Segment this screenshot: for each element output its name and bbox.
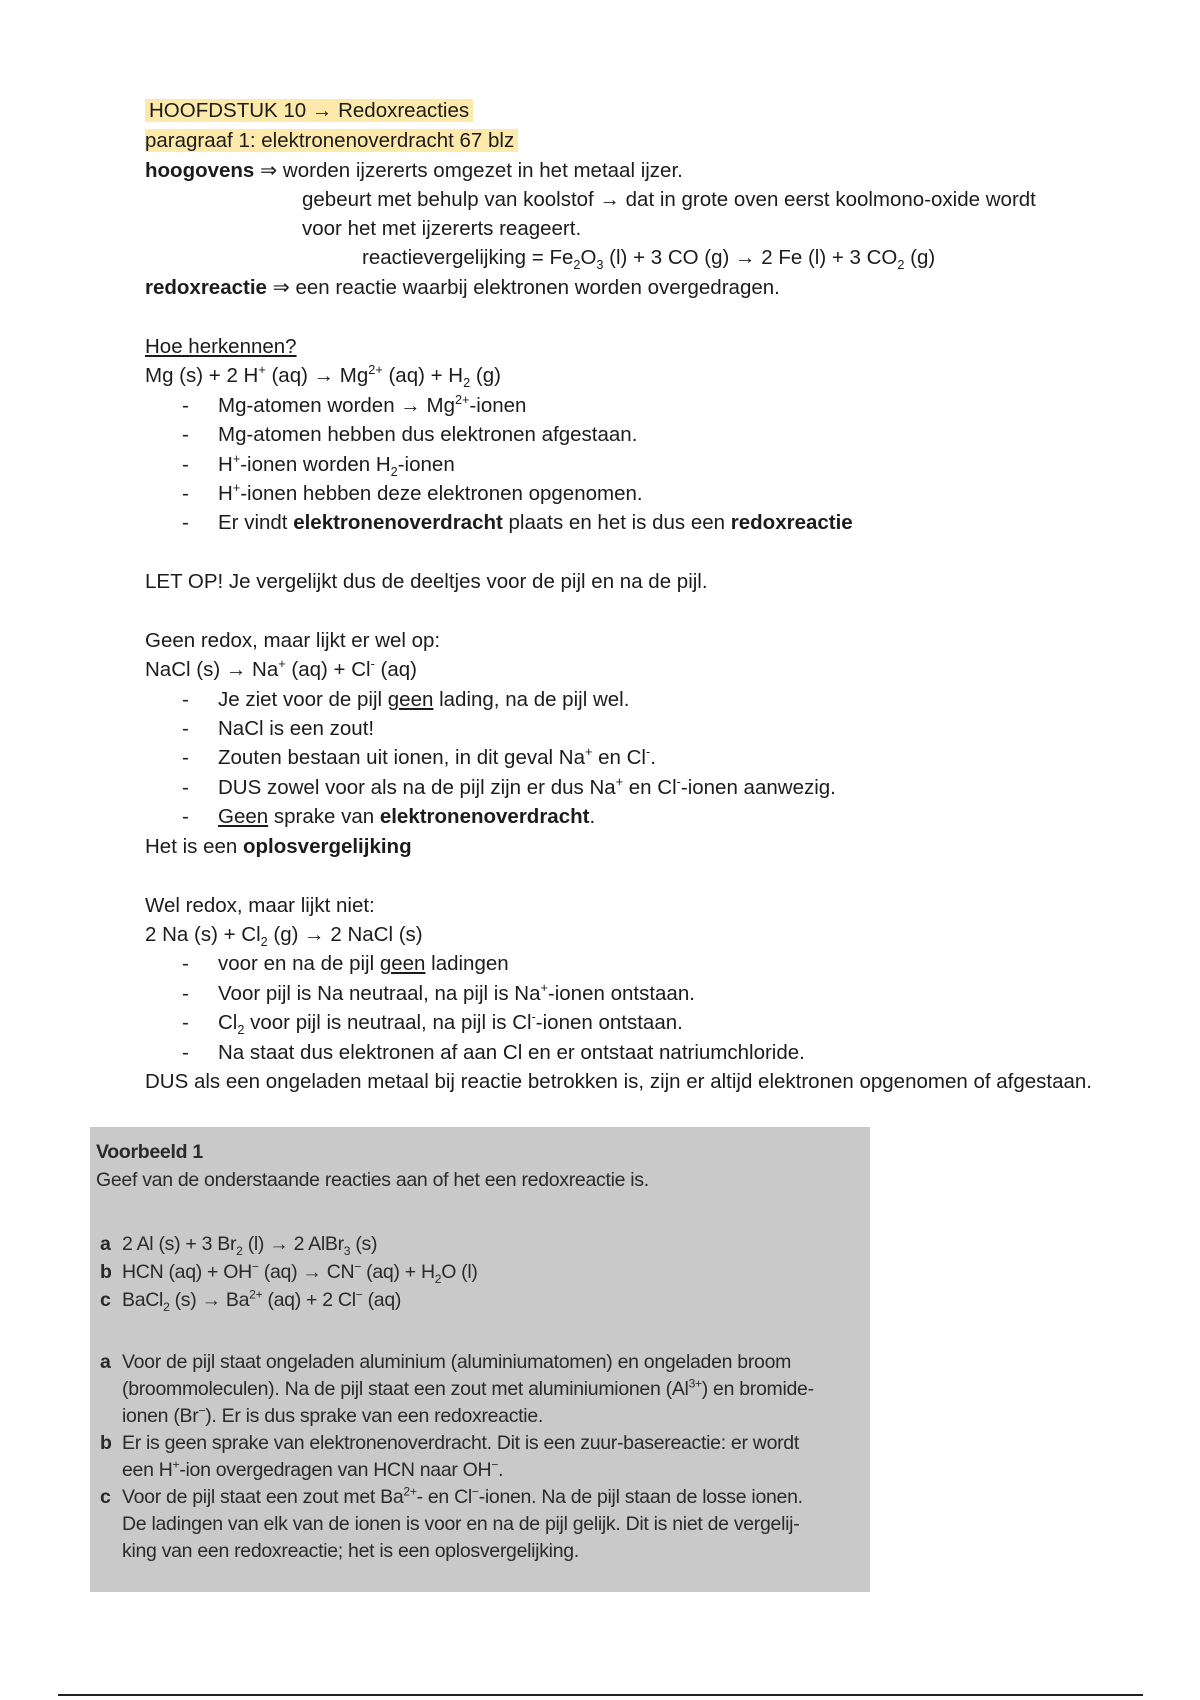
chapter-heading: HOOFDSTUK 10 → Redoxreacties [145,97,473,125]
example-title: Voorbeeld 1 [96,1141,203,1163]
nacl-equation: NaCl (s) → Na+ (aq) + Cl- (aq) [145,656,417,681]
hoogovens-definition: hoogovens ⇒ worden ijzererts omgezet in het metaal ijzer. [145,159,683,182]
example-box: Voorbeeld 1 Geef van de onderstaande reacties aan of het een redoxreactie is. a 2 Al (s) + 3 $Br_2$ (l) → 2 AlBr$_3$ (s) b HCN (aq) + OH− (aq) → CN− $(aq) + H_2O$ (l) c BaCl$_2$ $(s) \to Ba^{2+}$ (aq) + 2 Cl− (aq) a Voor de pijl staat ongeladen aluminium (aluminiumatomen) en ongeladen broom (broommoleculen). Na de pijl staat een zout met aluminiumionen $(Al^{3+})$ en bromide- ionen (Br−). Er is dus sprake van een redoxreactie. b Er is geen sprake van elektronenoverdracht. Dit is een zuur-basereactie: er wordt een H+-ion overgedragen van HCN naar OH−. c Voor de pijl staat een zout met $Ba^{2+}-$ en Cl−-ionen. Na de pijl staan de losse ionen. De ladingen van elk van de ionen is voor en na de pijl gelijk. Dit is niet de vergelij- king van een redoxreactie; het is een oplosvergelijking. [90,1127,870,1592]
yes-redox-heading: Wel redox, maar lijkt niet: [145,894,375,917]
paragraph-heading: paragraaf 1: elektronenoverdracht 67 blz [145,127,518,155]
hoogovens-line-3: voor het met ijzererts reageert. [302,217,582,240]
recognize-heading: Hoe herkennen? [145,335,297,358]
bottom-divider [58,1694,1143,1696]
note-let-op: LET OP! Je vergelijkt dus de deeltjes voor de pijl en na de pijl. [145,570,708,593]
na-cl2-equation: 2 Na $(s) + Cl_2$ (g) → 2 NaCl (s) [145,923,423,950]
redoxreactie-definition: redoxreactie ⇒ een reactie waarbij elektronen worden overgedragen. [145,276,780,299]
no-redox-heading: Geen redox, maar lijkt er wel op: [145,629,441,652]
mg-equation: Mg (s) + 2 H+ $(aq) \to Mg^{2+}$ $(aq) + H_2$ (g) [145,362,501,391]
hoogovens-line-2: gebeurt met behulp van koolstof → dat in grote oven eerst koolmono-oxide wordt [302,188,1036,211]
example-question: Geef van de onderstaande reacties aan of het een redoxreactie is. [96,1169,649,1191]
yes-redox-conclusion: DUS als een ongeladen metaal bij reactie betrokken is, zijn er altijd elektronen opgenomen of afgestaan. [145,1070,1092,1093]
no-redox-conclusion: Het is een oplosvergelijking [145,835,412,858]
reaction-equation-iron: reactievergelijking = $Fe_2O_3$ (l) + 3 CO (g) → 2 Fe (l) + 3 $CO_2$ (g) [362,246,936,273]
